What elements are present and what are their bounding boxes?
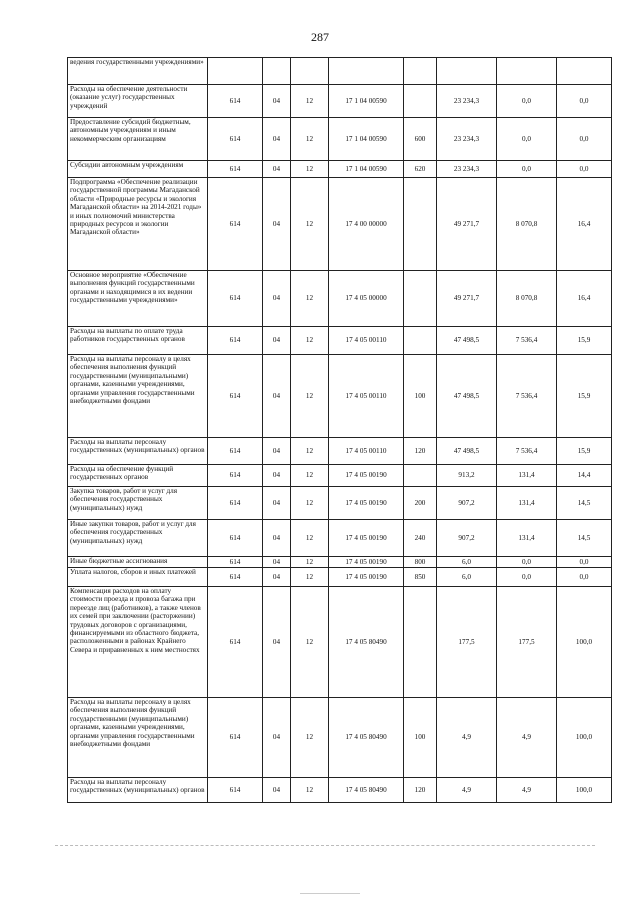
cell-name: Расходы на выплаты персоналу государственных (муниципальных) органов <box>68 778 208 803</box>
cell-ministry-code: 614 <box>208 778 263 803</box>
cell-approved-amount: 49 271,7 <box>437 178 497 271</box>
cell-target-article: 17 4 05 00190 <box>329 487 404 520</box>
cell-subsection: 12 <box>291 118 329 161</box>
cell-ministry-code: 614 <box>208 438 263 465</box>
cell-ministry-code: 614 <box>208 161 263 178</box>
cell-executed-amount: 7 536,4 <box>497 438 557 465</box>
cell-ministry-code: 614 <box>208 327 263 355</box>
cell-percent: 0,0 <box>557 161 612 178</box>
cell-name: Предоставление субсидий бюджетным, автономным учреждениям и иным некоммерческим организациям <box>68 118 208 161</box>
cell-subsection: 12 <box>291 698 329 778</box>
cell-ministry-code: 614 <box>208 520 263 557</box>
cell-percent: 100,0 <box>557 587 612 698</box>
table-row <box>68 58 612 85</box>
cell-section: 04 <box>263 568 291 587</box>
cell-section: 04 <box>263 520 291 557</box>
cell-percent: 15,9 <box>557 438 612 465</box>
cell-percent: 0,0 <box>557 557 612 568</box>
cell-subsection: 12 <box>291 520 329 557</box>
cell-subsection: 12 <box>291 178 329 271</box>
cell-executed-amount: 177,5 <box>497 587 557 698</box>
cell-approved-amount <box>437 58 497 85</box>
cell-expense-type <box>404 58 437 85</box>
cell-target-article: 17 4 05 00110 <box>329 438 404 465</box>
cell-ministry-code: 614 <box>208 465 263 487</box>
cell-subsection: 12 <box>291 587 329 698</box>
cell-subsection: 12 <box>291 487 329 520</box>
cell-executed-amount: 131,4 <box>497 520 557 557</box>
cell-executed-amount: 0,0 <box>497 161 557 178</box>
cell-name: Уплата налогов, сборов и иных платежей <box>68 568 208 587</box>
cell-subsection: 12 <box>291 355 329 438</box>
cell-name: Расходы на выплаты персоналу в целях обеспечения выполнения функций государственными (муниципальными) органами, казенными учреждениями, органами управления государственными внебюджетными фондами <box>68 355 208 438</box>
cell-section: 04 <box>263 118 291 161</box>
cell-percent: 100,0 <box>557 698 612 778</box>
cell-target-article: 17 4 05 00110 <box>329 327 404 355</box>
cell-subsection: 12 <box>291 271 329 327</box>
cell-expense-type <box>404 85 437 118</box>
cell-approved-amount: 4,9 <box>437 698 497 778</box>
cell-target-article: 17 1 04 00590 <box>329 118 404 161</box>
cell-target-article: 17 4 05 80490 <box>329 587 404 698</box>
cell-executed-amount <box>497 58 557 85</box>
cell-approved-amount: 6,0 <box>437 557 497 568</box>
cell-approved-amount: 47 498,5 <box>437 355 497 438</box>
page-number: 287 <box>311 30 329 44</box>
cell-name: Подпрограмма «Обеспечение реализации государственной программы Магаданской области «Природные ресурсы и экология Магаданской области» на 2014-2021 годы» и иных полномочий министерства природных ресурсов и экологии Магаданской области» <box>68 178 208 271</box>
cell-expense-type: 850 <box>404 568 437 587</box>
cell-executed-amount: 7 536,4 <box>497 327 557 355</box>
cell-name: Иные закупки товаров, работ и услуг для обеспечения государственных (муниципальных) нужд <box>68 520 208 557</box>
table-row <box>68 557 612 568</box>
table-row <box>68 778 612 803</box>
table-row <box>68 587 612 698</box>
cell-target-article: 17 4 05 80490 <box>329 778 404 803</box>
table-row <box>68 178 612 271</box>
cell-ministry-code: 614 <box>208 271 263 327</box>
table-row <box>68 118 612 161</box>
cell-ministry-code: 614 <box>208 355 263 438</box>
cell-expense-type <box>404 327 437 355</box>
cell-expense-type: 240 <box>404 520 437 557</box>
cell-approved-amount: 23 234,3 <box>437 118 497 161</box>
cell-section: 04 <box>263 557 291 568</box>
cell-subsection: 12 <box>291 778 329 803</box>
table-row <box>68 520 612 557</box>
cell-target-article: 17 1 04 00590 <box>329 85 404 118</box>
cell-ministry-code: 614 <box>208 178 263 271</box>
cell-ministry-code: 614 <box>208 118 263 161</box>
cell-approved-amount: 47 498,5 <box>437 438 497 465</box>
cell-executed-amount: 4,9 <box>497 778 557 803</box>
cell-percent: 15,9 <box>557 355 612 438</box>
cell-target-article: 17 4 00 00000 <box>329 178 404 271</box>
cell-percent: 16,4 <box>557 271 612 327</box>
cell-executed-amount: 0,0 <box>497 568 557 587</box>
cell-percent: 0,0 <box>557 568 612 587</box>
cell-section: 04 <box>263 355 291 438</box>
cell-subsection: 12 <box>291 465 329 487</box>
cell-section: 04 <box>263 778 291 803</box>
cell-expense-type <box>404 587 437 698</box>
cell-subsection: 12 <box>291 568 329 587</box>
cell-executed-amount: 8 070,8 <box>497 178 557 271</box>
cell-ministry-code: 614 <box>208 568 263 587</box>
table-row <box>68 465 612 487</box>
cell-section <box>263 58 291 85</box>
cell-expense-type: 120 <box>404 438 437 465</box>
cell-section: 04 <box>263 161 291 178</box>
cell-section: 04 <box>263 487 291 520</box>
cell-expense-type: 120 <box>404 778 437 803</box>
cell-name: Закупка товаров, работ и услуг для обеспечения государственных (муниципальных) нужд <box>68 487 208 520</box>
cell-percent: 0,0 <box>557 118 612 161</box>
table-row <box>68 85 612 118</box>
cell-subsection: 12 <box>291 557 329 568</box>
cell-subsection: 12 <box>291 438 329 465</box>
cell-approved-amount: 907,2 <box>437 520 497 557</box>
cell-target-article: 17 4 05 00190 <box>329 557 404 568</box>
cell-percent: 14,5 <box>557 487 612 520</box>
cell-expense-type: 620 <box>404 161 437 178</box>
table-row <box>68 487 612 520</box>
cell-target-article: 17 4 05 00190 <box>329 568 404 587</box>
cell-name: Субсидии автономным учреждениям <box>68 161 208 178</box>
cell-approved-amount: 177,5 <box>437 587 497 698</box>
cell-name: Расходы на обеспечение деятельности (оказание услуг) государственных учреждений <box>68 85 208 118</box>
cell-name: Расходы на выплаты по оплате труда работников государственных органов <box>68 327 208 355</box>
cell-target-article: 17 4 05 00000 <box>329 271 404 327</box>
cell-ministry-code <box>208 58 263 85</box>
table-row <box>68 355 612 438</box>
cell-ministry-code: 614 <box>208 557 263 568</box>
table-row <box>68 568 612 587</box>
cell-percent: 100,0 <box>557 778 612 803</box>
scan-artifact-line <box>300 893 360 895</box>
cell-name: Расходы на выплаты персоналу в целях обеспечения выполнения функций государственными (муниципальными) органами, казенными учреждениями, органами управления государственными внебюджетными фондами <box>68 698 208 778</box>
cell-ministry-code: 614 <box>208 85 263 118</box>
cell-expense-type <box>404 465 437 487</box>
cell-name: Иные бюджетные ассигнования <box>68 557 208 568</box>
cell-name: Расходы на выплаты персоналу государственных (муниципальных) органов <box>68 438 208 465</box>
cell-percent: 15,9 <box>557 327 612 355</box>
cell-executed-amount: 0,0 <box>497 557 557 568</box>
cell-executed-amount: 0,0 <box>497 118 557 161</box>
table-row <box>68 438 612 465</box>
cell-approved-amount: 49 271,7 <box>437 271 497 327</box>
scan-artifact-line <box>55 845 595 847</box>
cell-executed-amount: 131,4 <box>497 465 557 487</box>
cell-ministry-code: 614 <box>208 587 263 698</box>
cell-percent: 0,0 <box>557 85 612 118</box>
cell-section: 04 <box>263 178 291 271</box>
cell-section: 04 <box>263 438 291 465</box>
cell-subsection: 12 <box>291 161 329 178</box>
cell-percent: 16,4 <box>557 178 612 271</box>
table-row <box>68 271 612 327</box>
cell-approved-amount: 23 234,3 <box>437 161 497 178</box>
cell-target-article: 17 1 04 00590 <box>329 161 404 178</box>
budget-table <box>67 57 612 803</box>
cell-section: 04 <box>263 465 291 487</box>
cell-ministry-code: 614 <box>208 698 263 778</box>
cell-target-article: 17 4 05 00110 <box>329 355 404 438</box>
cell-executed-amount: 7 536,4 <box>497 355 557 438</box>
cell-percent: 14,5 <box>557 520 612 557</box>
cell-target-article: 17 4 05 00190 <box>329 520 404 557</box>
cell-approved-amount: 907,2 <box>437 487 497 520</box>
cell-executed-amount: 0,0 <box>497 85 557 118</box>
cell-section: 04 <box>263 327 291 355</box>
cell-section: 04 <box>263 698 291 778</box>
cell-name: Расходы на обеспечение функций государственных органов <box>68 465 208 487</box>
table-row <box>68 161 612 178</box>
cell-subsection <box>291 58 329 85</box>
cell-expense-type: 100 <box>404 355 437 438</box>
cell-name: Компенсация расходов на оплату стоимости проезда и провоза багажа при переезде лиц (работников), а также членов их семей при заключении (расторжении) трудовых договоров с организациями, финансируемыми из областного бюджета, расположенными в районах Крайнего Севера и приравненных к ним местностях <box>68 587 208 698</box>
cell-target-article <box>329 58 404 85</box>
cell-approved-amount: 4,9 <box>437 778 497 803</box>
cell-percent: 14,4 <box>557 465 612 487</box>
cell-executed-amount: 8 070,8 <box>497 271 557 327</box>
cell-expense-type: 800 <box>404 557 437 568</box>
cell-section: 04 <box>263 587 291 698</box>
cell-ministry-code: 614 <box>208 487 263 520</box>
cell-executed-amount: 131,4 <box>497 487 557 520</box>
cell-expense-type: 600 <box>404 118 437 161</box>
cell-expense-type <box>404 178 437 271</box>
cell-target-article: 17 4 05 80490 <box>329 698 404 778</box>
cell-approved-amount: 47 498,5 <box>437 327 497 355</box>
cell-percent <box>557 58 612 85</box>
cell-expense-type: 200 <box>404 487 437 520</box>
cell-section: 04 <box>263 85 291 118</box>
cell-approved-amount: 913,2 <box>437 465 497 487</box>
cell-executed-amount: 4,9 <box>497 698 557 778</box>
cell-approved-amount: 23 234,3 <box>437 85 497 118</box>
table-row <box>68 698 612 778</box>
cell-approved-amount: 6,0 <box>437 568 497 587</box>
cell-section: 04 <box>263 271 291 327</box>
cell-subsection: 12 <box>291 85 329 118</box>
cell-name: Основное мероприятие «Обеспечение выполнения функций государственными органами и находящимися в их ведении государственными учреждениями» <box>68 271 208 327</box>
cell-name: ведения государственными учреждениями» <box>68 58 208 85</box>
cell-subsection: 12 <box>291 327 329 355</box>
cell-target-article: 17 4 05 00190 <box>329 465 404 487</box>
cell-expense-type: 100 <box>404 698 437 778</box>
cell-expense-type <box>404 271 437 327</box>
table-row <box>68 327 612 355</box>
